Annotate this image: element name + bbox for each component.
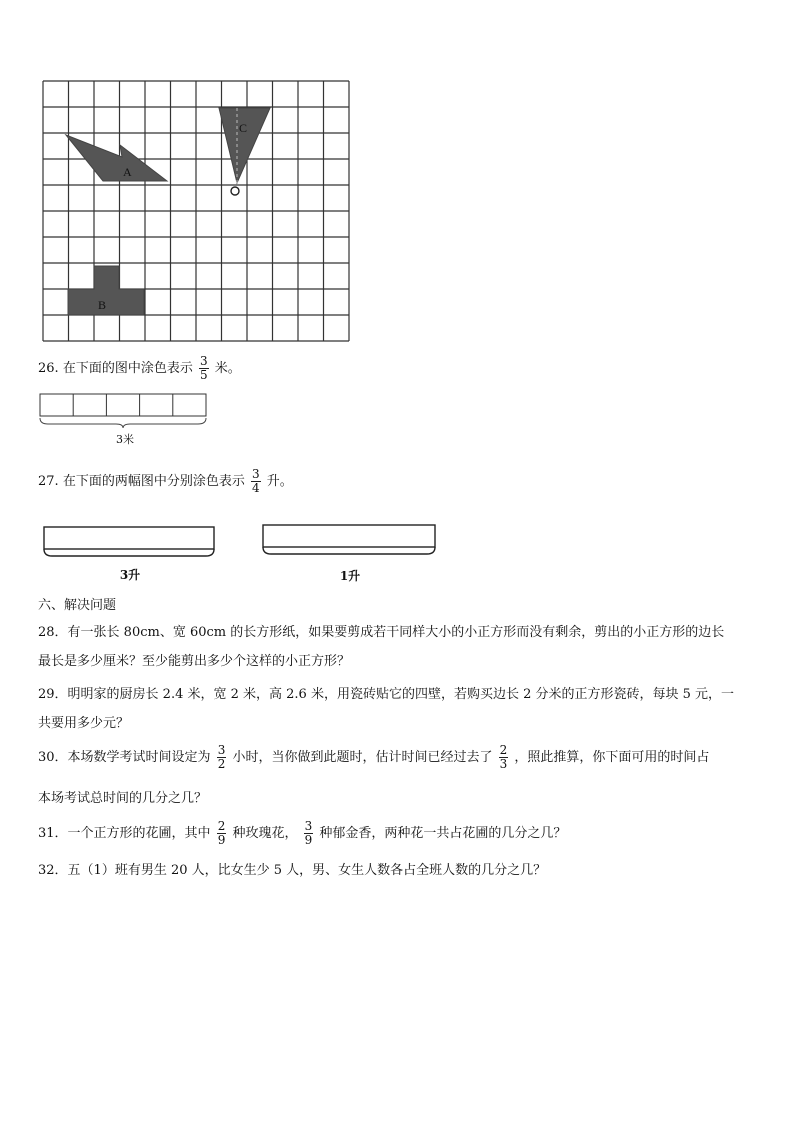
q26-fraction — [199, 355, 209, 382]
q26-number: 26. — [38, 361, 59, 376]
q27-text-after: 升。 — [266, 474, 293, 489]
q31-frac2-numerator: 3 — [304, 819, 313, 833]
q27-frac-denominator: 4 — [251, 481, 260, 495]
shape-a — [66, 135, 167, 181]
q31-fraction-1 — [217, 820, 227, 847]
q27-right-label: 1升 — [339, 569, 361, 583]
rotation-point — [231, 187, 239, 195]
q26-frac-denominator: 5 — [199, 368, 208, 382]
q28-line-2: 最长是多少厘米？至少能剪出多少个这样的小正方形？ — [38, 654, 351, 669]
q30-line-2: 本场考试总时间的几分之几？ — [38, 791, 208, 806]
q27-right-container-bar — [261, 523, 439, 559]
q30-text-c: ，照此推算，你下面可用的时间占 — [514, 750, 710, 765]
q31-fraction-2 — [304, 820, 314, 847]
q30-fraction-1 — [217, 744, 227, 771]
q27-left-label: 3升 — [119, 568, 141, 582]
q30-fraction-2 — [499, 744, 509, 771]
question-26 — [38, 355, 241, 382]
q28-line-1: 28．有一张长 80cm、宽 60cm 的长方形纸，如果要剪成若干同样大小的小正方形而没有剩余，剪出的小正方形的边长 — [38, 625, 725, 640]
section-title: 六、解决问题 — [38, 598, 117, 613]
q30-text-a: 30．本场数学考试时间设定为 — [38, 750, 211, 765]
q30-frac1-numerator: 3 — [217, 743, 226, 757]
q31-text-c: 种郁金香，两种花一共占花圃的几分之几？ — [319, 826, 567, 841]
q26-text-after: 米。 — [214, 361, 241, 376]
question-31 — [38, 820, 566, 847]
question-30 — [38, 744, 709, 771]
q31-frac1-numerator: 2 — [217, 819, 226, 833]
q26-frac-numerator: 3 — [199, 354, 208, 368]
question-27 — [38, 468, 293, 495]
q30-frac2-numerator: 2 — [499, 743, 508, 757]
q27-text-before: 在下面的两幅图中分别涂色表示 — [62, 474, 245, 489]
q31-frac1-denominator: 9 — [217, 833, 226, 847]
q30-frac1-denominator: 2 — [217, 757, 226, 771]
q26-brace-label: 3米 — [116, 433, 134, 446]
q27-fraction — [251, 468, 261, 495]
q32-line: 32．五（1）班有男生 20 人，比女生少 5 人，男、女生人数各占全班人数的几分之几？ — [38, 863, 547, 878]
q30-text-b: 小时，当你做到此题时，估计时间已经过去了 — [232, 750, 493, 765]
shape-b-label: B — [98, 298, 107, 312]
q30-frac2-denominator: 3 — [499, 757, 508, 771]
q27-frac-numerator: 3 — [251, 467, 260, 481]
q26-segment-bar — [38, 392, 210, 428]
q29-line-2: 共要用多少元？ — [38, 716, 130, 731]
q31-text-a: 31．一个正方形的花圃，其中 — [38, 826, 211, 841]
q26-text-before: 在下面的图中涂色表示 — [62, 361, 193, 376]
q29-line-1: 29．明明家的厨房长 2.4 米，宽 2 米，高 2.6 米，用瓷砖贴它的四壁，若购买边长 2 分米的正方形瓷砖，每块 5 元，一 — [38, 687, 735, 702]
q27-left-container-bar — [42, 525, 218, 561]
shape-c — [219, 108, 270, 183]
shape-c-label: C — [239, 121, 248, 135]
shape-a-label: A — [123, 165, 132, 179]
transformation-grid-figure — [40, 78, 356, 344]
q31-frac2-denominator: 9 — [304, 833, 313, 847]
q27-number: 27. — [38, 474, 59, 489]
q31-text-b: 种玫瑰花， — [232, 826, 298, 841]
